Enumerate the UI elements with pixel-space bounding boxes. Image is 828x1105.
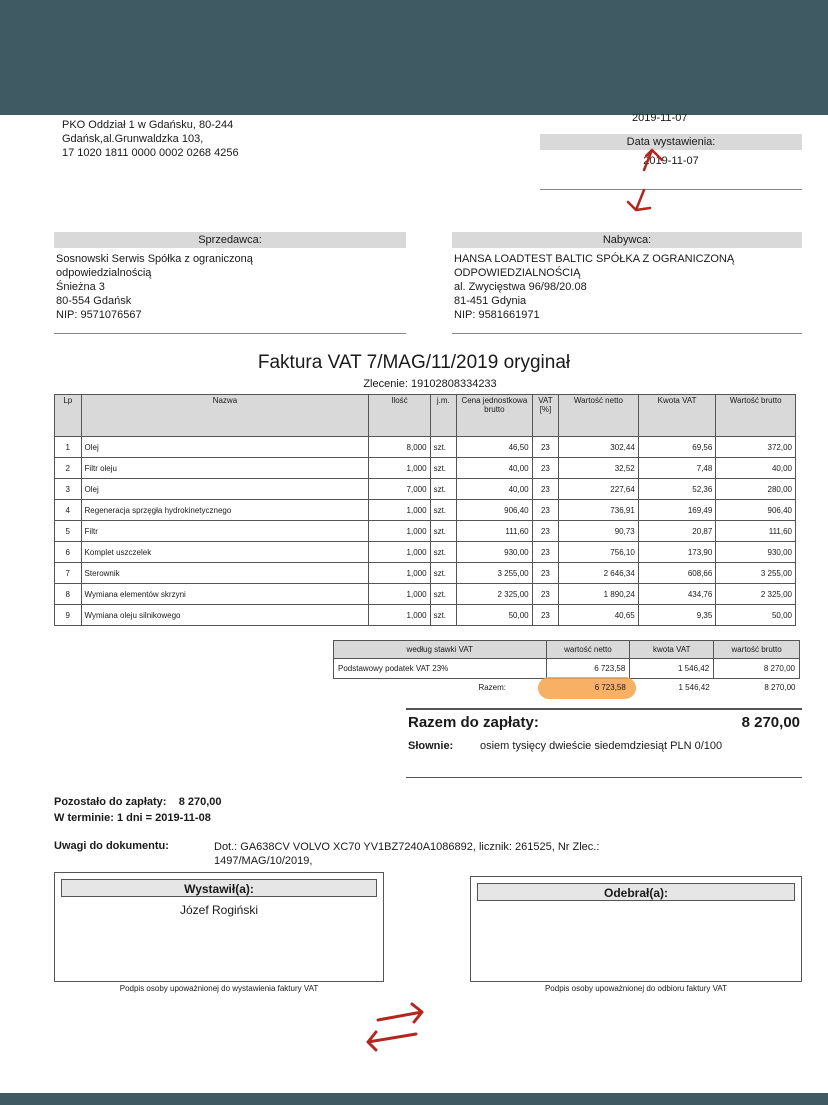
buyer-label: Nabywca: (452, 232, 802, 248)
cell-qty: 1,000 (369, 500, 430, 521)
col-qty: Ilość (369, 395, 430, 437)
cell-vat: 23 (532, 605, 559, 626)
cell-unit: szt. (430, 458, 457, 479)
cell-net: 40,65 (559, 605, 639, 626)
seller-street: Śnieżna 3 (56, 281, 105, 293)
buyer-name-2: ODPOWIEDZIALNOŚCIĄ (454, 267, 581, 279)
table-row (55, 479, 796, 500)
invoice-title: Faktura VAT 7/MAG/11/2019 oryginał (257, 352, 571, 373)
items-table (54, 394, 796, 626)
cell-name: Filtr (81, 521, 369, 542)
col-gross: Wartość brutto (716, 395, 796, 437)
vat-col-vat: kwota VAT (630, 641, 714, 659)
cell-lp: 2 (55, 458, 82, 479)
issue-date-box (540, 134, 802, 190)
cell-net: 302,44 (559, 437, 639, 458)
cell-unit: szt. (430, 605, 457, 626)
received-by-label: Odebrał(a): (477, 883, 795, 901)
col-price: Cena jednostkowa brutto (457, 395, 533, 437)
cell-qty: 1,000 (369, 605, 430, 626)
vat-row-net: 6 723,58 (546, 659, 630, 679)
cell-vat: 23 (532, 563, 559, 584)
cell-name: Wymiana elementów skrzyni (81, 584, 369, 605)
cell-price: 111,60 (457, 521, 533, 542)
bank-info (62, 118, 239, 160)
cell-price: 906,40 (457, 500, 533, 521)
cell-gross: 2 325,00 (716, 584, 796, 605)
vat-summary-header (334, 641, 800, 659)
cell-vat: 23 (532, 542, 559, 563)
vat-summary-row (334, 659, 800, 679)
cell-qty: 1,000 (369, 542, 430, 563)
top-app-bar (0, 0, 828, 115)
cell-price: 2 325,00 (457, 584, 533, 605)
cell-gross: 3 255,00 (716, 563, 796, 584)
cell-vat-amount: 7,48 (638, 458, 716, 479)
notes-line-2: 1497/MAG/10/2019, (214, 855, 313, 867)
seller-name-1: Sosnowski Serwis Spółka z ograniczoną (56, 253, 253, 265)
table-row (55, 584, 796, 605)
table-row (55, 542, 796, 563)
remaining-label: Pozostało do zapłaty: (54, 796, 167, 808)
vat-total-row (334, 679, 800, 697)
seller-city: 80-554 Gdańsk (56, 295, 132, 307)
notes-line-1: Dot.: GA638CV VOLVO XC70 YV1BZ7240A1086892, licznik: 261525, Nr Zlec.: (214, 841, 600, 853)
issue-date-value: 2019-11-07 (540, 150, 802, 190)
cell-net: 32,52 (559, 458, 639, 479)
col-net: Wartość netto (559, 395, 639, 437)
issue-date-label: Data wystawienia: (540, 134, 802, 150)
cell-price: 46,50 (457, 437, 533, 458)
cell-net: 1 890,24 (559, 584, 639, 605)
vat-col-rate: według stawki VAT (334, 641, 547, 659)
cell-vat-amount: 434,76 (638, 584, 716, 605)
amount-due-value: 8 270,00 (741, 714, 800, 731)
cell-price: 40,00 (457, 458, 533, 479)
vat-row-label: Podstawowy podatek VAT 23% (334, 659, 547, 679)
cell-vat: 23 (532, 500, 559, 521)
bottom-app-bar (0, 1093, 828, 1105)
amount-in-words: osiem tysięcy dwieście siedemdziesiąt PLN 0/100 (480, 740, 723, 752)
cell-qty: 7,000 (369, 479, 430, 500)
cell-lp: 5 (55, 521, 82, 542)
amount-due-label: Razem do zapłaty: (408, 714, 539, 731)
remaining-block (54, 796, 222, 824)
cell-net: 90,73 (559, 521, 639, 542)
remaining-value: 8 270,00 (178, 796, 222, 808)
payment-term: W terminie: 1 dni = 2019-11-08 (54, 812, 211, 824)
notes-text (214, 840, 599, 868)
col-lp: Lp (55, 395, 82, 437)
buyer-name-1: HANSA LOADTEST BALTIC SPÓŁKA Z OGRANICZONĄ (454, 253, 735, 265)
cell-name: Olej (81, 479, 369, 500)
seller-name-2: odpowiedzialnością (56, 267, 152, 279)
cell-qty: 1,000 (369, 563, 430, 584)
cell-vat-amount: 9,35 (638, 605, 716, 626)
received-by-caption: Podpis osoby upoważnionej do odbioru faktury VAT (544, 984, 728, 993)
buyer-nip: NIP: 9581661971 (454, 309, 540, 321)
cell-unit: szt. (430, 500, 457, 521)
notes-label: Uwagi do dokumentu: (54, 840, 169, 852)
cell-unit: szt. (430, 479, 457, 500)
issued-by-caption: Podpis osoby upoważnionej do wystawienia faktury VAT (119, 984, 319, 993)
cell-gross: 930,00 (716, 542, 796, 563)
seller-label: Sprzedawca: (54, 232, 406, 248)
buyer-box (452, 232, 802, 334)
table-row (55, 521, 796, 542)
cell-net: 756,10 (559, 542, 639, 563)
order-number: Zlecenie: 19102808334233 (363, 378, 497, 390)
cell-name: Filtr oleju (81, 458, 369, 479)
words-label: Słownie: (408, 740, 454, 752)
cell-vat-amount: 52,36 (638, 479, 716, 500)
table-row (55, 458, 796, 479)
red-arrow-up-icon (636, 142, 668, 174)
vat-total-label: Razem: (478, 683, 506, 693)
seller-nip: NIP: 9571076567 (56, 309, 142, 321)
cell-net: 2 646,34 (559, 563, 639, 584)
cell-qty: 1,000 (369, 458, 430, 479)
cell-price: 50,00 (457, 605, 533, 626)
vat-total-net-value: 6 723,58 (594, 683, 626, 693)
buyer-street: al. Zwycięstwa 96/98/20.08 (454, 281, 587, 293)
vat-total-net (546, 679, 630, 697)
vat-col-gross: wartość brutto (714, 641, 800, 659)
cell-vat-amount: 169,49 (638, 500, 716, 521)
buyer-city: 81-451 Gdynia (454, 295, 527, 307)
red-swap-arrows-icon (360, 1000, 430, 1052)
col-name: Nazwa (81, 395, 369, 437)
vat-row-vat: 1 546,42 (630, 659, 714, 679)
cell-lp: 8 (55, 584, 82, 605)
cell-price: 930,00 (457, 542, 533, 563)
cell-vat: 23 (532, 584, 559, 605)
vat-col-net: wartość netto (546, 641, 630, 659)
cell-net: 227,64 (559, 479, 639, 500)
vat-total-gross: 8 270,00 (764, 683, 796, 693)
cell-gross: 906,40 (716, 500, 796, 521)
col-vat-amount: Kwota VAT (638, 395, 716, 437)
cell-vat-amount: 173,90 (638, 542, 716, 563)
cell-vat: 23 (532, 437, 559, 458)
col-unit: j.m. (430, 395, 457, 437)
table-row (55, 437, 796, 458)
issued-by-label: Wystawił(a): (61, 879, 377, 897)
cell-name: Wymiana oleju silnikowego (81, 605, 369, 626)
vat-row-gross: 8 270,00 (714, 659, 800, 679)
cell-qty: 1,000 (369, 521, 430, 542)
issued-by-box (54, 872, 384, 982)
cell-lp: 7 (55, 563, 82, 584)
cell-unit: szt. (430, 584, 457, 605)
vat-total-vat: 1 546,42 (678, 683, 710, 693)
cell-gross: 40,00 (716, 458, 796, 479)
cell-lp: 6 (55, 542, 82, 563)
cell-price: 3 255,00 (457, 563, 533, 584)
partial-date: 2019-11-07 (632, 114, 688, 123)
cell-vat: 23 (532, 479, 559, 500)
cell-vat-amount: 608,66 (638, 563, 716, 584)
cell-unit: szt. (430, 521, 457, 542)
cell-name: Komplet uszczelek (81, 542, 369, 563)
cell-lp: 4 (55, 500, 82, 521)
bank-account: 17 1020 1811 0000 0002 0268 4256 (62, 147, 239, 159)
cell-qty: 1,000 (369, 584, 430, 605)
bank-line-2: Gdańsk,al.Grunwaldzka 103, (62, 133, 204, 145)
table-row (55, 605, 796, 626)
cell-unit: szt. (430, 437, 457, 458)
cell-lp: 1 (55, 437, 82, 458)
cell-name: Sterownik (81, 563, 369, 584)
table-row (55, 500, 796, 521)
cell-net: 736,91 (559, 500, 639, 521)
cell-name: Regeneracja sprzęgła hydrokinetycznego (81, 500, 369, 521)
cell-vat: 23 (532, 458, 559, 479)
cell-price: 40,00 (457, 479, 533, 500)
cell-unit: szt. (430, 542, 457, 563)
col-vat: VAT [%] (532, 395, 559, 437)
vat-summary-table (333, 640, 800, 697)
cell-lp: 3 (55, 479, 82, 500)
cell-lp: 9 (55, 605, 82, 626)
cell-vat: 23 (532, 521, 559, 542)
red-arrow-down-icon (622, 186, 656, 216)
amount-due-box (406, 708, 802, 778)
received-by-box (470, 876, 802, 982)
cell-gross: 111,60 (716, 521, 796, 542)
items-header-row (55, 395, 796, 437)
cell-qty: 8,000 (369, 437, 430, 458)
cell-gross: 372,00 (716, 437, 796, 458)
cell-gross: 280,00 (716, 479, 796, 500)
cell-name: Olej (81, 437, 369, 458)
cell-gross: 50,00 (716, 605, 796, 626)
issued-by-name: Józef Rogiński (179, 903, 259, 917)
seller-box (54, 232, 406, 334)
cell-unit: szt. (430, 563, 457, 584)
bank-line-1: PKO Oddział 1 w Gdańsku, 80-244 (62, 119, 234, 131)
cell-vat-amount: 20,87 (638, 521, 716, 542)
cell-vat-amount: 69,56 (638, 437, 716, 458)
table-row (55, 563, 796, 584)
